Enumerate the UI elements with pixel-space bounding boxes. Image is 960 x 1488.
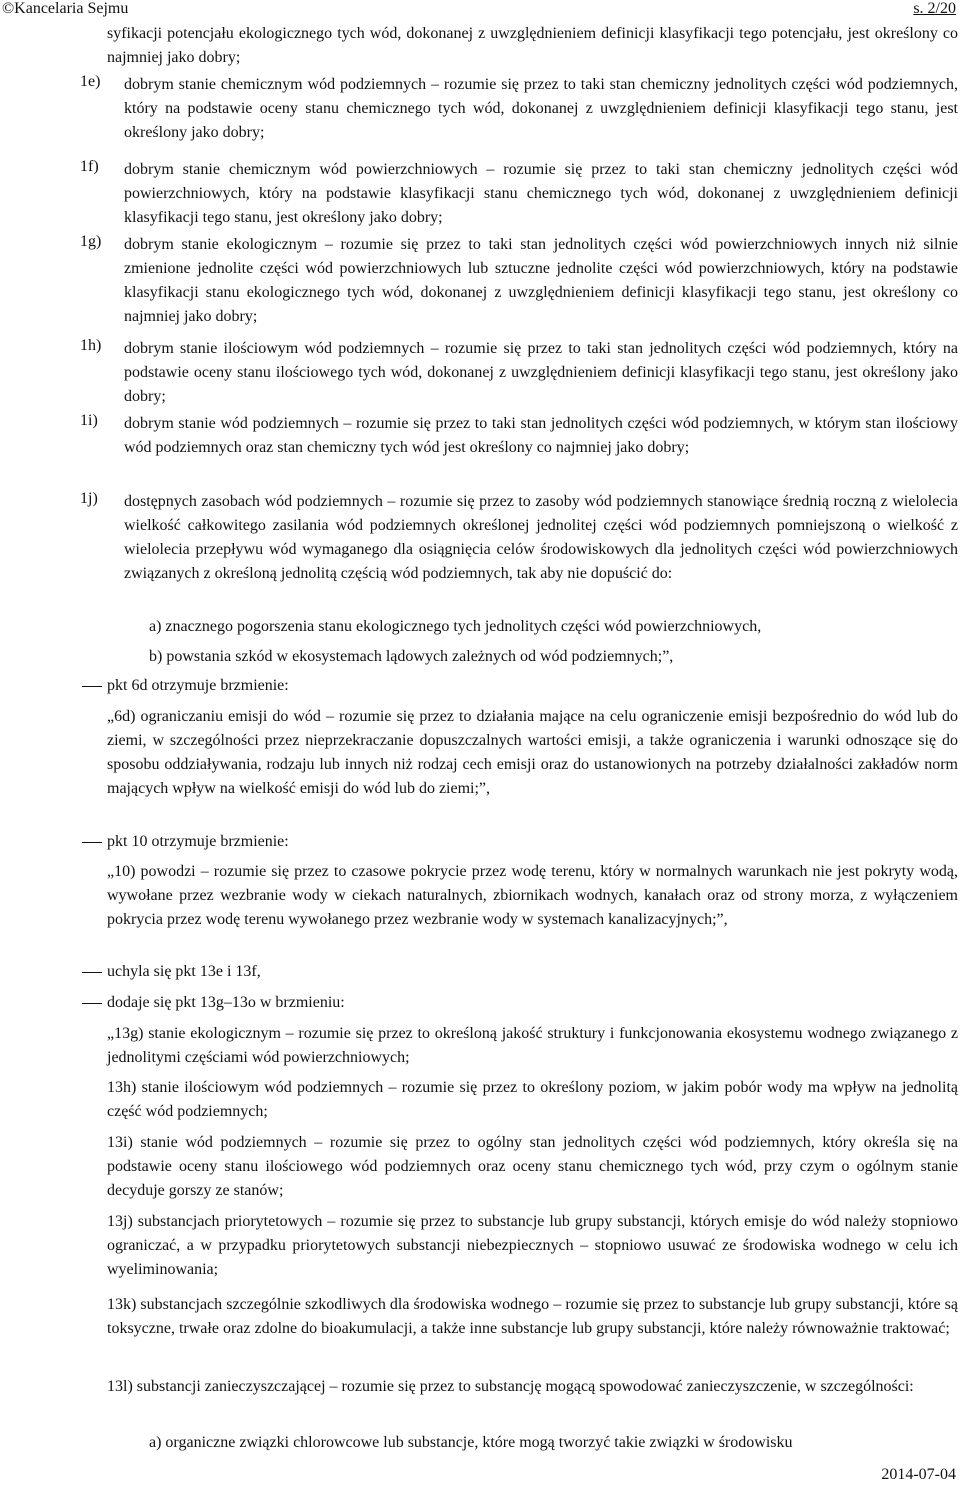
definition-item: dobrym stanie chemicznym wód podziemnych – rozumie się przez to taki stan chemiczny jednolitych części wód podziemnych, który na podstawie oceny stanu chemicznego tych wód, dokonanej z uwzględnieniem definicji klasyfikacji tego stanu, jest określony jako dobry;: [124, 76, 958, 141]
definition-item: dobrym stanie ekologicznym – rozumie się przez to taki stan jednolitych części wód powierzchniowych innych niż silnie zmienione jednolite części wód powierzchniowych lub sztuczne jednolite części wód powierzchniowych, który na podstawie klasyfikacji stanu ekologicznego tych wód, dokonanej z uwzględnieniem definicji klasyfikacji tego stanu, jest określony co najmniej jako dobry;: [124, 236, 958, 325]
footer-date: 2014-07-04: [881, 1466, 956, 1483]
definition-13k: 13k) substancjach szczególnie szkodliwych dla środowiska wodnego – rozumie się przez to substancje lub grupy substancji, które są toksyczne, trwałe oraz zdolne do bioakumulacji, a także inne substancje lub grupy substancji, które należy równoważnie traktować;: [107, 1296, 958, 1337]
definition-item: dobrym stanie ilościowym wód podziemnych – rozumie się przez to taki stan jednolitych części wód podziemnych, który na podstawie oceny stanu ilościowego tych wód, dokonanej z uwzględnieniem definicji klasyfikacji tego stanu, jest określony jako dobry;: [124, 340, 958, 405]
header-source: ©Kancelaria Sejmu: [2, 0, 129, 17]
page-header: [2, 0, 956, 20]
amendment-instruction: pkt 6d otrzymuje brzmienie:: [107, 677, 289, 694]
dash-marker: [82, 842, 102, 843]
sub-item-a: a) znacznego pogorszenia stanu ekologicznego tych jednolitych części wód powierzchniowych,: [149, 618, 762, 635]
definition-item: dostępnych zasobach wód podziemnych – rozumie się przez to zasoby wód podziemnych stanowiące średnią roczną z wielolecia wielkość całkowitego zasilania wód podziemnych określonej jednolitej części wód podziemnych pomniejszoną o wielkość z wielolecia przepływu wód wymaganego dla osiągnięcia celów środowiskowych dla jednolitych części wód powierzchniowych związanych z określoną jednolitą częścią wód podziemnych, tak aby nie dopuścić do:: [124, 493, 958, 582]
item-label: 1j): [80, 490, 98, 507]
page-number-link[interactable]: s. 2/20: [913, 0, 956, 17]
amendment-instruction: dodaje się pkt 13g–13o w brzmieniu:: [107, 994, 345, 1011]
definition-item: dobrym stanie wód podziemnych – rozumie się przez to taki stan jednolitych części wód podziemnych, w którym stan ilościowy wód podziemnych oraz stan chemiczny tych wód jest określony co najmniej jako dobry;: [124, 415, 958, 456]
intro-continuation: syfikacji potencjału ekologicznego tych wód, dokonanej z uwzględnieniem definicji klasyfikacji tego potencjału, jest określony co najmniej jako dobry;: [107, 25, 958, 66]
item-label: 1g): [80, 233, 102, 250]
item-label: 1h): [80, 337, 102, 354]
quoted-definition-10: „10) powodzi – rozumie się przez to czasowe pokrycie przez wodę terenu, który w normalnych warunkach nie jest pokryty wodą, wywołane przez wezbranie wody w ciekach naturalnych, zbiornikach wodnych, kanałach oraz od strony morza, z wyłączeniem pokrycia przez wodę terenu wywołanego przez wezbranie wody w systemach kanalizacyjnych;”,: [107, 863, 958, 928]
amendment-instruction: uchyla się pkt 13e i 13f,: [107, 963, 261, 980]
dash-marker: [82, 1003, 102, 1004]
sub-item-b: b) powstania szkód w ekosystemach lądowych zależnych od wód podziemnych;”,: [149, 648, 674, 665]
definition-13g: „13g) stanie ekologicznym – rozumie się przez to określoną jakość struktury i funkcjonowania ekosystemu wodnego związanego z jednolitymi częściami wód powierzchniowych;: [107, 1025, 958, 1066]
amendment-instruction: pkt 10 otrzymuje brzmienie:: [107, 833, 289, 850]
item-label: 1e): [80, 73, 101, 90]
quoted-definition-6d: „6d) ograniczaniu emisji do wód – rozumie się przez to działania mające na celu ograniczenie emisji bezpośrednio do wód lub do ziemi, w szczególności przez nieprzekraczanie dopuszczalnych wartości emisji, a także ograniczenia i warunki odnoszące się do sposobu oddziaływania, rodzaju lub innych niż rodzaj cech emisji oraz do ustanowionych na potrzeby działalności zakładów norm mających wpływ na wielkość emisji do wód lub do ziemi;”,: [107, 708, 958, 797]
dash-marker: [82, 972, 102, 973]
definition-item: dobrym stanie chemicznym wód powierzchniowych – rozumie się przez to taki stan chemiczny jednolitych części wód powierzchniowych, który na podstawie klasyfikacji stanu chemicznego tych wód, dokonanej z uwzględnieniem definicji klasyfikacji tego stanu, jest określony jako dobry;: [124, 161, 958, 226]
definition-13i: 13i) stanie wód podziemnych – rozumie się przez to ogólny stan jednolitych części wód podziemnych, który określa się na podstawie oceny stanu ilościowego wód podziemnych oraz oceny stanu chemicznego tych wód, przy czym o ogólnym stanie decyduje gorszy ze stanów;: [107, 1134, 958, 1199]
definition-13j: 13j) substancjach priorytetowych – rozumie się przez to substancje lub grupy substancji, których emisje do wód należy stopniowo ograniczać, a w przypadku priorytetowych substancji niebezpiecznych – stopniowo usuwać ze środowiska wodnego w celu ich wyeliminowania;: [107, 1213, 958, 1278]
dash-marker: [82, 686, 102, 687]
definition-13h: 13h) stanie ilościowym wód podziemnych – rozumie się przez to określony poziom, w jakim pobór wody ma wpływ na jednolitą część wód podziemnych;: [107, 1079, 958, 1120]
definition-13l: 13l) substancji zanieczyszczającej – rozumie się przez to substancję mogącą spowodować zanieczyszczenie, w szczególności:: [107, 1378, 914, 1395]
item-label: 1f): [80, 158, 99, 175]
sub-item-a: a) organiczne związki chlorowcowe lub substancje, które mogą tworzyć takie związki w środowisku: [149, 1434, 793, 1451]
item-label: 1i): [80, 412, 98, 429]
